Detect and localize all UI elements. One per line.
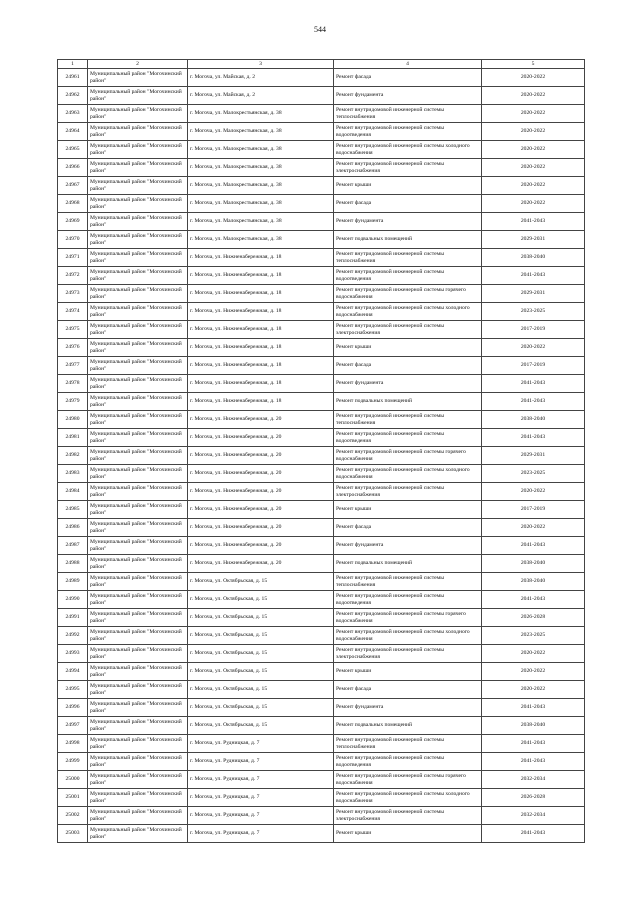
municipality-cell: Муниципальный район "Могочинский район" <box>88 483 188 501</box>
row-number-cell: 25002 <box>58 807 88 825</box>
address-cell: г. Могоча, ул. Нижненабережная, д. 18 <box>188 321 334 339</box>
work-type-cell: Ремонт внутридомовой инженерной системы холодного водоснабжения <box>334 627 482 645</box>
table-row <box>58 483 585 501</box>
table-row <box>58 339 585 357</box>
work-type-cell: Ремонт внутридомовой инженерной системы холодного водоснабжения <box>334 303 482 321</box>
work-type-cell: Ремонт фундамента <box>334 537 482 555</box>
row-number-cell: 24998 <box>58 735 88 753</box>
period-cell: 2038-2040 <box>482 411 585 429</box>
municipality-cell: Муниципальный район "Могочинский район" <box>88 537 188 555</box>
work-type-cell: Ремонт внутридомовой инженерной системы электроснабжения <box>334 159 482 177</box>
header-col-3: 3 <box>188 60 334 69</box>
table-row <box>58 501 585 519</box>
table-row <box>58 375 585 393</box>
municipality-cell: Муниципальный район "Могочинский район" <box>88 735 188 753</box>
work-type-cell: Ремонт фасада <box>334 195 482 213</box>
table-row <box>58 753 585 771</box>
work-type-cell: Ремонт крыши <box>334 177 482 195</box>
work-type-cell: Ремонт внутридомовой инженерной системы теплоснабжения <box>334 735 482 753</box>
address-cell: г. Могоча, ул. Рудницкая, д. 7 <box>188 807 334 825</box>
row-number-cell: 25000 <box>58 771 88 789</box>
row-number-cell: 24999 <box>58 753 88 771</box>
municipality-cell: Муниципальный район "Могочинский район" <box>88 591 188 609</box>
header-col-1: 1 <box>58 60 88 69</box>
address-cell: г. Могоча, ул. Нижненабережная, д. 20 <box>188 465 334 483</box>
row-number-cell: 24962 <box>58 87 88 105</box>
table-row <box>58 789 585 807</box>
period-cell: 2023-2025 <box>482 465 585 483</box>
table-row <box>58 573 585 591</box>
municipality-cell: Муниципальный район "Могочинский район" <box>88 447 188 465</box>
repair-schedule-table <box>57 59 585 843</box>
municipality-cell: Муниципальный район "Могочинский район" <box>88 213 188 231</box>
work-type-cell: Ремонт фундамента <box>334 375 482 393</box>
municipality-cell: Муниципальный район "Могочинский район" <box>88 807 188 825</box>
table-row <box>58 69 585 87</box>
row-number-cell: 24961 <box>58 69 88 87</box>
table-row <box>58 285 585 303</box>
row-number-cell: 24969 <box>58 213 88 231</box>
address-cell: г. Могоча, ул. Рудницкая, д. 7 <box>188 825 334 843</box>
row-number-cell: 24991 <box>58 609 88 627</box>
work-type-cell: Ремонт внутридомовой инженерной системы горячего водоснабжения <box>334 609 482 627</box>
period-cell: 2020-2022 <box>482 123 585 141</box>
address-cell: г. Могоча, ул. Нижненабережная, д. 18 <box>188 303 334 321</box>
row-number-cell: 24978 <box>58 375 88 393</box>
work-type-cell: Ремонт фасада <box>334 519 482 537</box>
table-row <box>58 807 585 825</box>
address-cell: г. Могоча, ул. Октябрьская, д. 15 <box>188 663 334 681</box>
municipality-cell: Муниципальный район "Могочинский район" <box>88 771 188 789</box>
municipality-cell: Муниципальный район "Могочинский район" <box>88 519 188 537</box>
period-cell: 2041-2043 <box>482 825 585 843</box>
address-cell: г. Могоча, ул. Октябрьская, д. 15 <box>188 681 334 699</box>
row-number-cell: 24973 <box>58 285 88 303</box>
work-type-cell: Ремонт фасада <box>334 681 482 699</box>
table-row <box>58 393 585 411</box>
address-cell: г. Могоча, ул. Октябрьская, д. 15 <box>188 627 334 645</box>
work-type-cell: Ремонт фасада <box>334 69 482 87</box>
table-row <box>58 825 585 843</box>
period-cell: 2041-2043 <box>482 375 585 393</box>
address-cell: г. Могоча, ул. Октябрьская, д. 15 <box>188 609 334 627</box>
address-cell: г. Могоча, ул. Нижненабережная, д. 18 <box>188 267 334 285</box>
work-type-cell: Ремонт фасада <box>334 357 482 375</box>
address-cell: г. Могоча, ул. Малокрестьянская, д. 38 <box>188 213 334 231</box>
address-cell: г. Могоча, ул. Нижненабережная, д. 18 <box>188 357 334 375</box>
work-type-cell: Ремонт внутридомовой инженерной системы теплоснабжения <box>334 411 482 429</box>
municipality-cell: Муниципальный район "Могочинский район" <box>88 609 188 627</box>
period-cell: 2020-2022 <box>482 177 585 195</box>
work-type-cell: Ремонт фундамента <box>334 87 482 105</box>
municipality-cell: Муниципальный район "Могочинский район" <box>88 159 188 177</box>
period-cell: 2026-2028 <box>482 789 585 807</box>
row-number-cell: 24997 <box>58 717 88 735</box>
page-number: 544 <box>314 25 326 34</box>
period-cell: 2017-2019 <box>482 321 585 339</box>
row-number-cell: 24990 <box>58 591 88 609</box>
row-number-cell: 24984 <box>58 483 88 501</box>
period-cell: 2041-2043 <box>482 735 585 753</box>
row-number-cell: 24979 <box>58 393 88 411</box>
work-type-cell: Ремонт фундамента <box>334 699 482 717</box>
table-row <box>58 213 585 231</box>
period-cell: 2026-2028 <box>482 609 585 627</box>
address-cell: г. Могоча, ул. Октябрьская, д. 15 <box>188 573 334 591</box>
address-cell: г. Могоча, ул. Малокрестьянская, д. 38 <box>188 159 334 177</box>
municipality-cell: Муниципальный район "Могочинский район" <box>88 123 188 141</box>
municipality-cell: Муниципальный район "Могочинский район" <box>88 753 188 771</box>
period-cell: 2029-2031 <box>482 285 585 303</box>
work-type-cell: Ремонт внутридомовой инженерной системы водоотведения <box>334 123 482 141</box>
period-cell: 2041-2043 <box>482 429 585 447</box>
address-cell: г. Могоча, ул. Малокрестьянская, д. 38 <box>188 177 334 195</box>
period-cell: 2038-2040 <box>482 573 585 591</box>
table-header <box>58 60 585 69</box>
row-number-cell: 25001 <box>58 789 88 807</box>
address-cell: г. Могоча, ул. Малокрестьянская, д. 38 <box>188 231 334 249</box>
row-number-cell: 24982 <box>58 447 88 465</box>
period-cell: 2041-2043 <box>482 537 585 555</box>
table-row <box>58 771 585 789</box>
row-number-cell: 24966 <box>58 159 88 177</box>
row-number-cell: 24996 <box>58 699 88 717</box>
work-type-cell: Ремонт внутридомовой инженерной системы водоотведения <box>334 267 482 285</box>
municipality-cell: Муниципальный район "Могочинский район" <box>88 429 188 447</box>
row-number-cell: 24993 <box>58 645 88 663</box>
header-row <box>58 60 585 69</box>
address-cell: г. Могоча, ул. Нижненабережная, д. 20 <box>188 483 334 501</box>
row-number-cell: 24964 <box>58 123 88 141</box>
address-cell: г. Могоча, ул. Нижненабережная, д. 20 <box>188 555 334 573</box>
period-cell: 2020-2022 <box>482 645 585 663</box>
period-cell: 2020-2022 <box>482 159 585 177</box>
period-cell: 2023-2025 <box>482 303 585 321</box>
municipality-cell: Муниципальный район "Могочинский район" <box>88 717 188 735</box>
table-row <box>58 159 585 177</box>
row-number-cell: 24968 <box>58 195 88 213</box>
row-number-cell: 24994 <box>58 663 88 681</box>
municipality-cell: Муниципальный район "Могочинский район" <box>88 105 188 123</box>
period-cell: 2032-2034 <box>482 807 585 825</box>
table-row <box>58 357 585 375</box>
municipality-cell: Муниципальный район "Могочинский район" <box>88 789 188 807</box>
work-type-cell: Ремонт подвальных помещений <box>334 393 482 411</box>
work-type-cell: Ремонт подвальных помещений <box>334 231 482 249</box>
address-cell: г. Могоча, ул. Рудницкая, д. 7 <box>188 753 334 771</box>
header-col-2: 2 <box>88 60 188 69</box>
municipality-cell: Муниципальный район "Могочинский район" <box>88 177 188 195</box>
row-number-cell: 24974 <box>58 303 88 321</box>
address-cell: г. Могоча, ул. Майская, д. 2 <box>188 69 334 87</box>
municipality-cell: Муниципальный район "Могочинский район" <box>88 393 188 411</box>
period-cell: 2020-2022 <box>482 663 585 681</box>
row-number-cell: 24985 <box>58 501 88 519</box>
address-cell: г. Могоча, ул. Малокрестьянская, д. 38 <box>188 123 334 141</box>
table-row <box>58 681 585 699</box>
municipality-cell: Муниципальный район "Могочинский район" <box>88 627 188 645</box>
row-number-cell: 24963 <box>58 105 88 123</box>
period-cell: 2032-2034 <box>482 771 585 789</box>
work-type-cell: Ремонт внутридомовой инженерной системы теплоснабжения <box>334 105 482 123</box>
table-row <box>58 231 585 249</box>
work-type-cell: Ремонт внутридомовой инженерной системы электроснабжения <box>334 321 482 339</box>
address-cell: г. Могоча, ул. Нижненабережная, д. 20 <box>188 501 334 519</box>
municipality-cell: Муниципальный район "Могочинский район" <box>88 339 188 357</box>
municipality-cell: Муниципальный район "Могочинский район" <box>88 555 188 573</box>
work-type-cell: Ремонт крыши <box>334 825 482 843</box>
municipality-cell: Муниципальный район "Могочинский район" <box>88 825 188 843</box>
municipality-cell: Муниципальный район "Могочинский район" <box>88 663 188 681</box>
municipality-cell: Муниципальный район "Могочинский район" <box>88 411 188 429</box>
municipality-cell: Муниципальный район "Могочинский район" <box>88 375 188 393</box>
address-cell: г. Могоча, ул. Нижненабережная, д. 18 <box>188 393 334 411</box>
work-type-cell: Ремонт внутридомовой инженерной системы холодного водоснабжения <box>334 789 482 807</box>
period-cell: 2029-2031 <box>482 447 585 465</box>
table-row <box>58 717 585 735</box>
row-number-cell: 24987 <box>58 537 88 555</box>
municipality-cell: Муниципальный район "Могочинский район" <box>88 267 188 285</box>
address-cell: г. Могоча, ул. Октябрьская, д. 15 <box>188 699 334 717</box>
address-cell: г. Могоча, ул. Нижненабережная, д. 20 <box>188 519 334 537</box>
period-cell: 2041-2043 <box>482 267 585 285</box>
row-number-cell: 24965 <box>58 141 88 159</box>
work-type-cell: Ремонт внутридомовой инженерной системы электроснабжения <box>334 807 482 825</box>
table-row <box>58 141 585 159</box>
row-number-cell: 25003 <box>58 825 88 843</box>
period-cell: 2038-2040 <box>482 717 585 735</box>
header-col-4: 4 <box>334 60 482 69</box>
work-type-cell: Ремонт внутридомовой инженерной системы водоотведения <box>334 753 482 771</box>
address-cell: г. Могоча, ул. Рудницкая, д. 7 <box>188 735 334 753</box>
address-cell: г. Могоча, ул. Рудницкая, д. 7 <box>188 789 334 807</box>
table-row <box>58 105 585 123</box>
row-number-cell: 24980 <box>58 411 88 429</box>
address-cell: г. Могоча, ул. Нижненабережная, д. 20 <box>188 537 334 555</box>
period-cell: 2023-2025 <box>482 627 585 645</box>
work-type-cell: Ремонт внутридомовой инженерной системы горячего водоснабжения <box>334 771 482 789</box>
work-type-cell: Ремонт внутридомовой инженерной системы электроснабжения <box>334 645 482 663</box>
table-row <box>58 465 585 483</box>
municipality-cell: Муниципальный район "Могочинский район" <box>88 699 188 717</box>
table-row <box>58 735 585 753</box>
period-cell: 2020-2022 <box>482 195 585 213</box>
work-type-cell: Ремонт крыши <box>334 501 482 519</box>
address-cell: г. Могоча, ул. Октябрьская, д. 15 <box>188 645 334 663</box>
period-cell: 2041-2043 <box>482 753 585 771</box>
period-cell: 2041-2043 <box>482 591 585 609</box>
municipality-cell: Муниципальный район "Могочинский район" <box>88 195 188 213</box>
municipality-cell: Муниципальный район "Могочинский район" <box>88 357 188 375</box>
period-cell: 2020-2022 <box>482 87 585 105</box>
row-number-cell: 24976 <box>58 339 88 357</box>
period-cell: 2020-2022 <box>482 105 585 123</box>
address-cell: г. Могоча, ул. Нижненабережная, д. 18 <box>188 285 334 303</box>
address-cell: г. Могоча, ул. Нижненабережная, д. 18 <box>188 375 334 393</box>
address-cell: г. Могоча, ул. Октябрьская, д. 15 <box>188 591 334 609</box>
period-cell: 2020-2022 <box>482 141 585 159</box>
period-cell: 2041-2043 <box>482 393 585 411</box>
municipality-cell: Муниципальный район "Могочинский район" <box>88 681 188 699</box>
address-cell: г. Могоча, ул. Майская, д. 2 <box>188 87 334 105</box>
period-cell: 2020-2022 <box>482 483 585 501</box>
work-type-cell: Ремонт внутридомовой инженерной системы горячего водоснабжения <box>334 285 482 303</box>
address-cell: г. Могоча, ул. Нижненабережная, д. 20 <box>188 411 334 429</box>
address-cell: г. Могоча, ул. Нижненабережная, д. 18 <box>188 249 334 267</box>
municipality-cell: Муниципальный район "Могочинский район" <box>88 303 188 321</box>
municipality-cell: Муниципальный район "Могочинский район" <box>88 249 188 267</box>
table-row <box>58 645 585 663</box>
row-number-cell: 24971 <box>58 249 88 267</box>
row-number-cell: 24983 <box>58 465 88 483</box>
municipality-cell: Муниципальный район "Могочинский район" <box>88 573 188 591</box>
municipality-cell: Муниципальный район "Могочинский район" <box>88 141 188 159</box>
table-row <box>58 447 585 465</box>
table-row <box>58 609 585 627</box>
period-cell: 2041-2043 <box>482 213 585 231</box>
address-cell: г. Могоча, ул. Октябрьская, д. 15 <box>188 717 334 735</box>
period-cell: 2029-2031 <box>482 231 585 249</box>
address-cell: г. Могоча, ул. Нижненабережная, д. 20 <box>188 447 334 465</box>
work-type-cell: Ремонт внутридомовой инженерной системы водоотведения <box>334 591 482 609</box>
address-cell: г. Могоча, ул. Рудницкая, д. 7 <box>188 771 334 789</box>
period-cell: 2020-2022 <box>482 69 585 87</box>
row-number-cell: 24995 <box>58 681 88 699</box>
work-type-cell: Ремонт внутридомовой инженерной системы электроснабжения <box>334 483 482 501</box>
work-type-cell: Ремонт фундамента <box>334 213 482 231</box>
row-number-cell: 24975 <box>58 321 88 339</box>
header-col-5: 5 <box>482 60 585 69</box>
period-cell: 2017-2019 <box>482 357 585 375</box>
period-cell: 2020-2022 <box>482 681 585 699</box>
work-type-cell: Ремонт крыши <box>334 663 482 681</box>
table-row <box>58 195 585 213</box>
municipality-cell: Муниципальный район "Могочинский район" <box>88 69 188 87</box>
work-type-cell: Ремонт внутридомовой инженерной системы теплоснабжения <box>334 249 482 267</box>
address-cell: г. Могоча, ул. Малокрестьянская, д. 38 <box>188 105 334 123</box>
row-number-cell: 24967 <box>58 177 88 195</box>
table-row <box>58 699 585 717</box>
address-cell: г. Могоча, ул. Малокрестьянская, д. 38 <box>188 195 334 213</box>
table-row <box>58 627 585 645</box>
address-cell: г. Могоча, ул. Нижненабережная, д. 20 <box>188 429 334 447</box>
table-row <box>58 411 585 429</box>
work-type-cell: Ремонт внутридомовой инженерной системы водоотведения <box>334 429 482 447</box>
work-type-cell: Ремонт внутридомовой инженерной системы холодного водоснабжения <box>334 141 482 159</box>
row-number-cell: 24992 <box>58 627 88 645</box>
table-row <box>58 663 585 681</box>
municipality-cell: Муниципальный район "Могочинский район" <box>88 321 188 339</box>
municipality-cell: Муниципальный район "Могочинский район" <box>88 645 188 663</box>
row-number-cell: 24970 <box>58 231 88 249</box>
period-cell: 2038-2040 <box>482 249 585 267</box>
table-row <box>58 267 585 285</box>
row-number-cell: 24986 <box>58 519 88 537</box>
table-row <box>58 303 585 321</box>
work-type-cell: Ремонт подвальных помещений <box>334 555 482 573</box>
table-row <box>58 87 585 105</box>
table-row <box>58 123 585 141</box>
period-cell: 2017-2019 <box>482 501 585 519</box>
row-number-cell: 24981 <box>58 429 88 447</box>
work-type-cell: Ремонт крыши <box>334 339 482 357</box>
table-row <box>58 555 585 573</box>
period-cell: 2038-2040 <box>482 555 585 573</box>
address-cell: г. Могоча, ул. Нижненабережная, д. 18 <box>188 339 334 357</box>
row-number-cell: 24972 <box>58 267 88 285</box>
table-row <box>58 591 585 609</box>
work-type-cell: Ремонт подвальных помещений <box>334 717 482 735</box>
table-row <box>58 321 585 339</box>
period-cell: 2041-2043 <box>482 699 585 717</box>
table-body <box>58 69 585 843</box>
period-cell: 2020-2022 <box>482 339 585 357</box>
work-type-cell: Ремонт внутридомовой инженерной системы теплоснабжения <box>334 573 482 591</box>
municipality-cell: Муниципальный район "Могочинский район" <box>88 231 188 249</box>
municipality-cell: Муниципальный район "Могочинский район" <box>88 465 188 483</box>
table-row <box>58 249 585 267</box>
row-number-cell: 24988 <box>58 555 88 573</box>
municipality-cell: Муниципальный район "Могочинский район" <box>88 501 188 519</box>
work-type-cell: Ремонт внутридомовой инженерной системы холодного водоснабжения <box>334 465 482 483</box>
table-row <box>58 537 585 555</box>
work-type-cell: Ремонт внутридомовой инженерной системы горячего водоснабжения <box>334 447 482 465</box>
municipality-cell: Муниципальный район "Могочинский район" <box>88 87 188 105</box>
municipality-cell: Муниципальный район "Могочинский район" <box>88 285 188 303</box>
table-row <box>58 177 585 195</box>
period-cell: 2020-2022 <box>482 519 585 537</box>
row-number-cell: 24989 <box>58 573 88 591</box>
table-row <box>58 519 585 537</box>
table-row <box>58 429 585 447</box>
row-number-cell: 24977 <box>58 357 88 375</box>
address-cell: г. Могоча, ул. Малокрестьянская, д. 38 <box>188 141 334 159</box>
